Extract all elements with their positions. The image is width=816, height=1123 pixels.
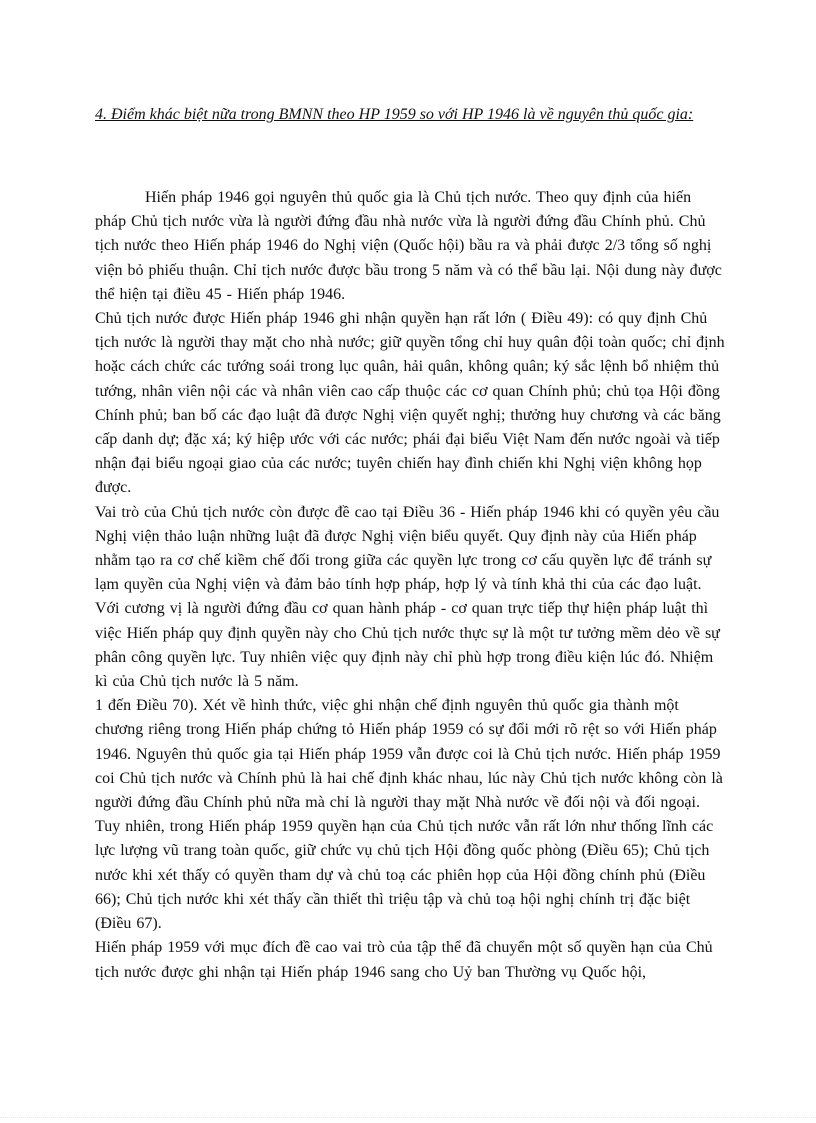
- paragraph-6: Hiến pháp 1959 với mục đích đề cao vai trò của tập thể đã chuyển một số quyền hạn của Chủ tịch nước được ghi nhận tại Hiến pháp 1946 sang cho Uỷ ban Thường vụ Quốc hội,: [95, 939, 713, 981]
- paragraph-4: 1 đến Điều 70). Xét về hình thức, việc ghi nhận chế định nguyên thủ quốc gia thành một chương riêng trong Hiến pháp chứng tỏ Hiến pháp 1959 có sự đổi mới rõ rệt so với Hiến pháp 1946. Nguyên thủ quốc gia tại Hiến pháp 1959 vẫn được coi là Chủ tịch nước. Hiến pháp 1959 coi Chủ tịch nước và Chính phủ là hai chế định khác nhau, lúc này Chủ tịch nước không còn là người đứng đầu Chính phủ nữa mà chỉ là người thay mặt Nhà nước về đối nội và đối ngoại.: [95, 697, 723, 812]
- document-body: [95, 186, 727, 985]
- paragraph-1: Hiến pháp 1946 gọi nguyên thủ quốc gia là Chủ tịch nước. Theo quy định của hiến pháp Chủ tịch nước vừa là người đứng đầu nhà nước vừa là người đứng đầu Chính phủ. Chủ tịch nước theo Hiến pháp 1946 do Nghị viện (Quốc hội) bầu ra và phải được 2/3 tổng số nghị viện bỏ phiếu thuận. Chỉ tịch nước được bầu trong 5 năm và có thể bầu lại. Nội dung này được thể hiện tại điều 45 - Hiến pháp 1946.: [95, 189, 722, 303]
- paragraph-3: Vai trò của Chủ tịch nước còn được đề cao tại Điều 36 - Hiến pháp 1946 khi có quyền yêu cầu Nghị viện thảo luận những luật đã được Nghị viện biểu quyết. Quy định này của Hiến pháp nhằm tạo ra cơ chế kiềm chế đối trong giữa các quyền lực trong cơ cấu quyền lực để tránh sự lạm quyền của Nghị viện và đảm bảo tính hợp pháp, hợp lý và tính khả thi của các đạo luật. Với cương vị là người đứng đầu cơ quan hành pháp - cơ quan trực tiếp thự hiện pháp luật thì việc Hiến pháp quy định quyền này cho Chủ tịch nước thực sự là một tư tưởng mềm dẻo về sự phân công quyền lực. Tuy nhiên việc quy định này chỉ phù hợp trong điều kiện lúc đó. Nhiệm kì của Chủ tịch nước là 5 năm.: [95, 503, 720, 691]
- paragraph-2: Chủ tịch nước được Hiến pháp 1946 ghi nhận quyền hạn rất lớn ( Điều 49): có quy định Chủ tịch nước là người thay mặt cho nhà nước; giữ quyền tổng chỉ huy quân đội toàn quốc; chỉ định hoặc cách chức các tướng soái trong lục quân, hải quân, không quân; ký sắc lệnh bổ nhiệm thủ tướng, nhân viên nội các và nhân viên cao cấp thuộc các cơ quan Chính phủ; chủ tọa Hội đồng Chính phủ; ban bố các đạo luật đã được Nghị viện quyết nghị; thưởng huy chương và các băng cấp danh dự; đặc xá; ký hiệp ước với các nước; phái đại biểu Việt Nam đến nước ngoài và tiếp nhận đại biểu ngoại giao của các nước; tuyên chiến hay đình chiến khi Nghị viện không họp được.: [95, 310, 725, 497]
- paragraph-5: Tuy nhiên, trong Hiến pháp 1959 quyền hạn của Chủ tịch nước vẫn rất lớn như thống lĩnh các lực lượng vũ trang toàn quốc, giữ chức vụ chủ tịch Hội đồng quốc phòng (Điều 65); Chủ tịch nước khi xét thấy có quyền tham dự và chủ toạ các phiên họp của Hội đồng chính phủ (Điều 66); Chủ tịch nước khi xét thấy cần thiết thì triệu tập và chủ toạ hội nghị chính trị đặc biệt (Điều 67).: [95, 818, 714, 933]
- section-heading: 4. Điểm khác biệt nữa trong BMNN theo HP 1959 so với HP 1946 là về nguyên thủ quốc gia:: [95, 106, 694, 123]
- page-bottom-edge: [0, 1117, 816, 1118]
